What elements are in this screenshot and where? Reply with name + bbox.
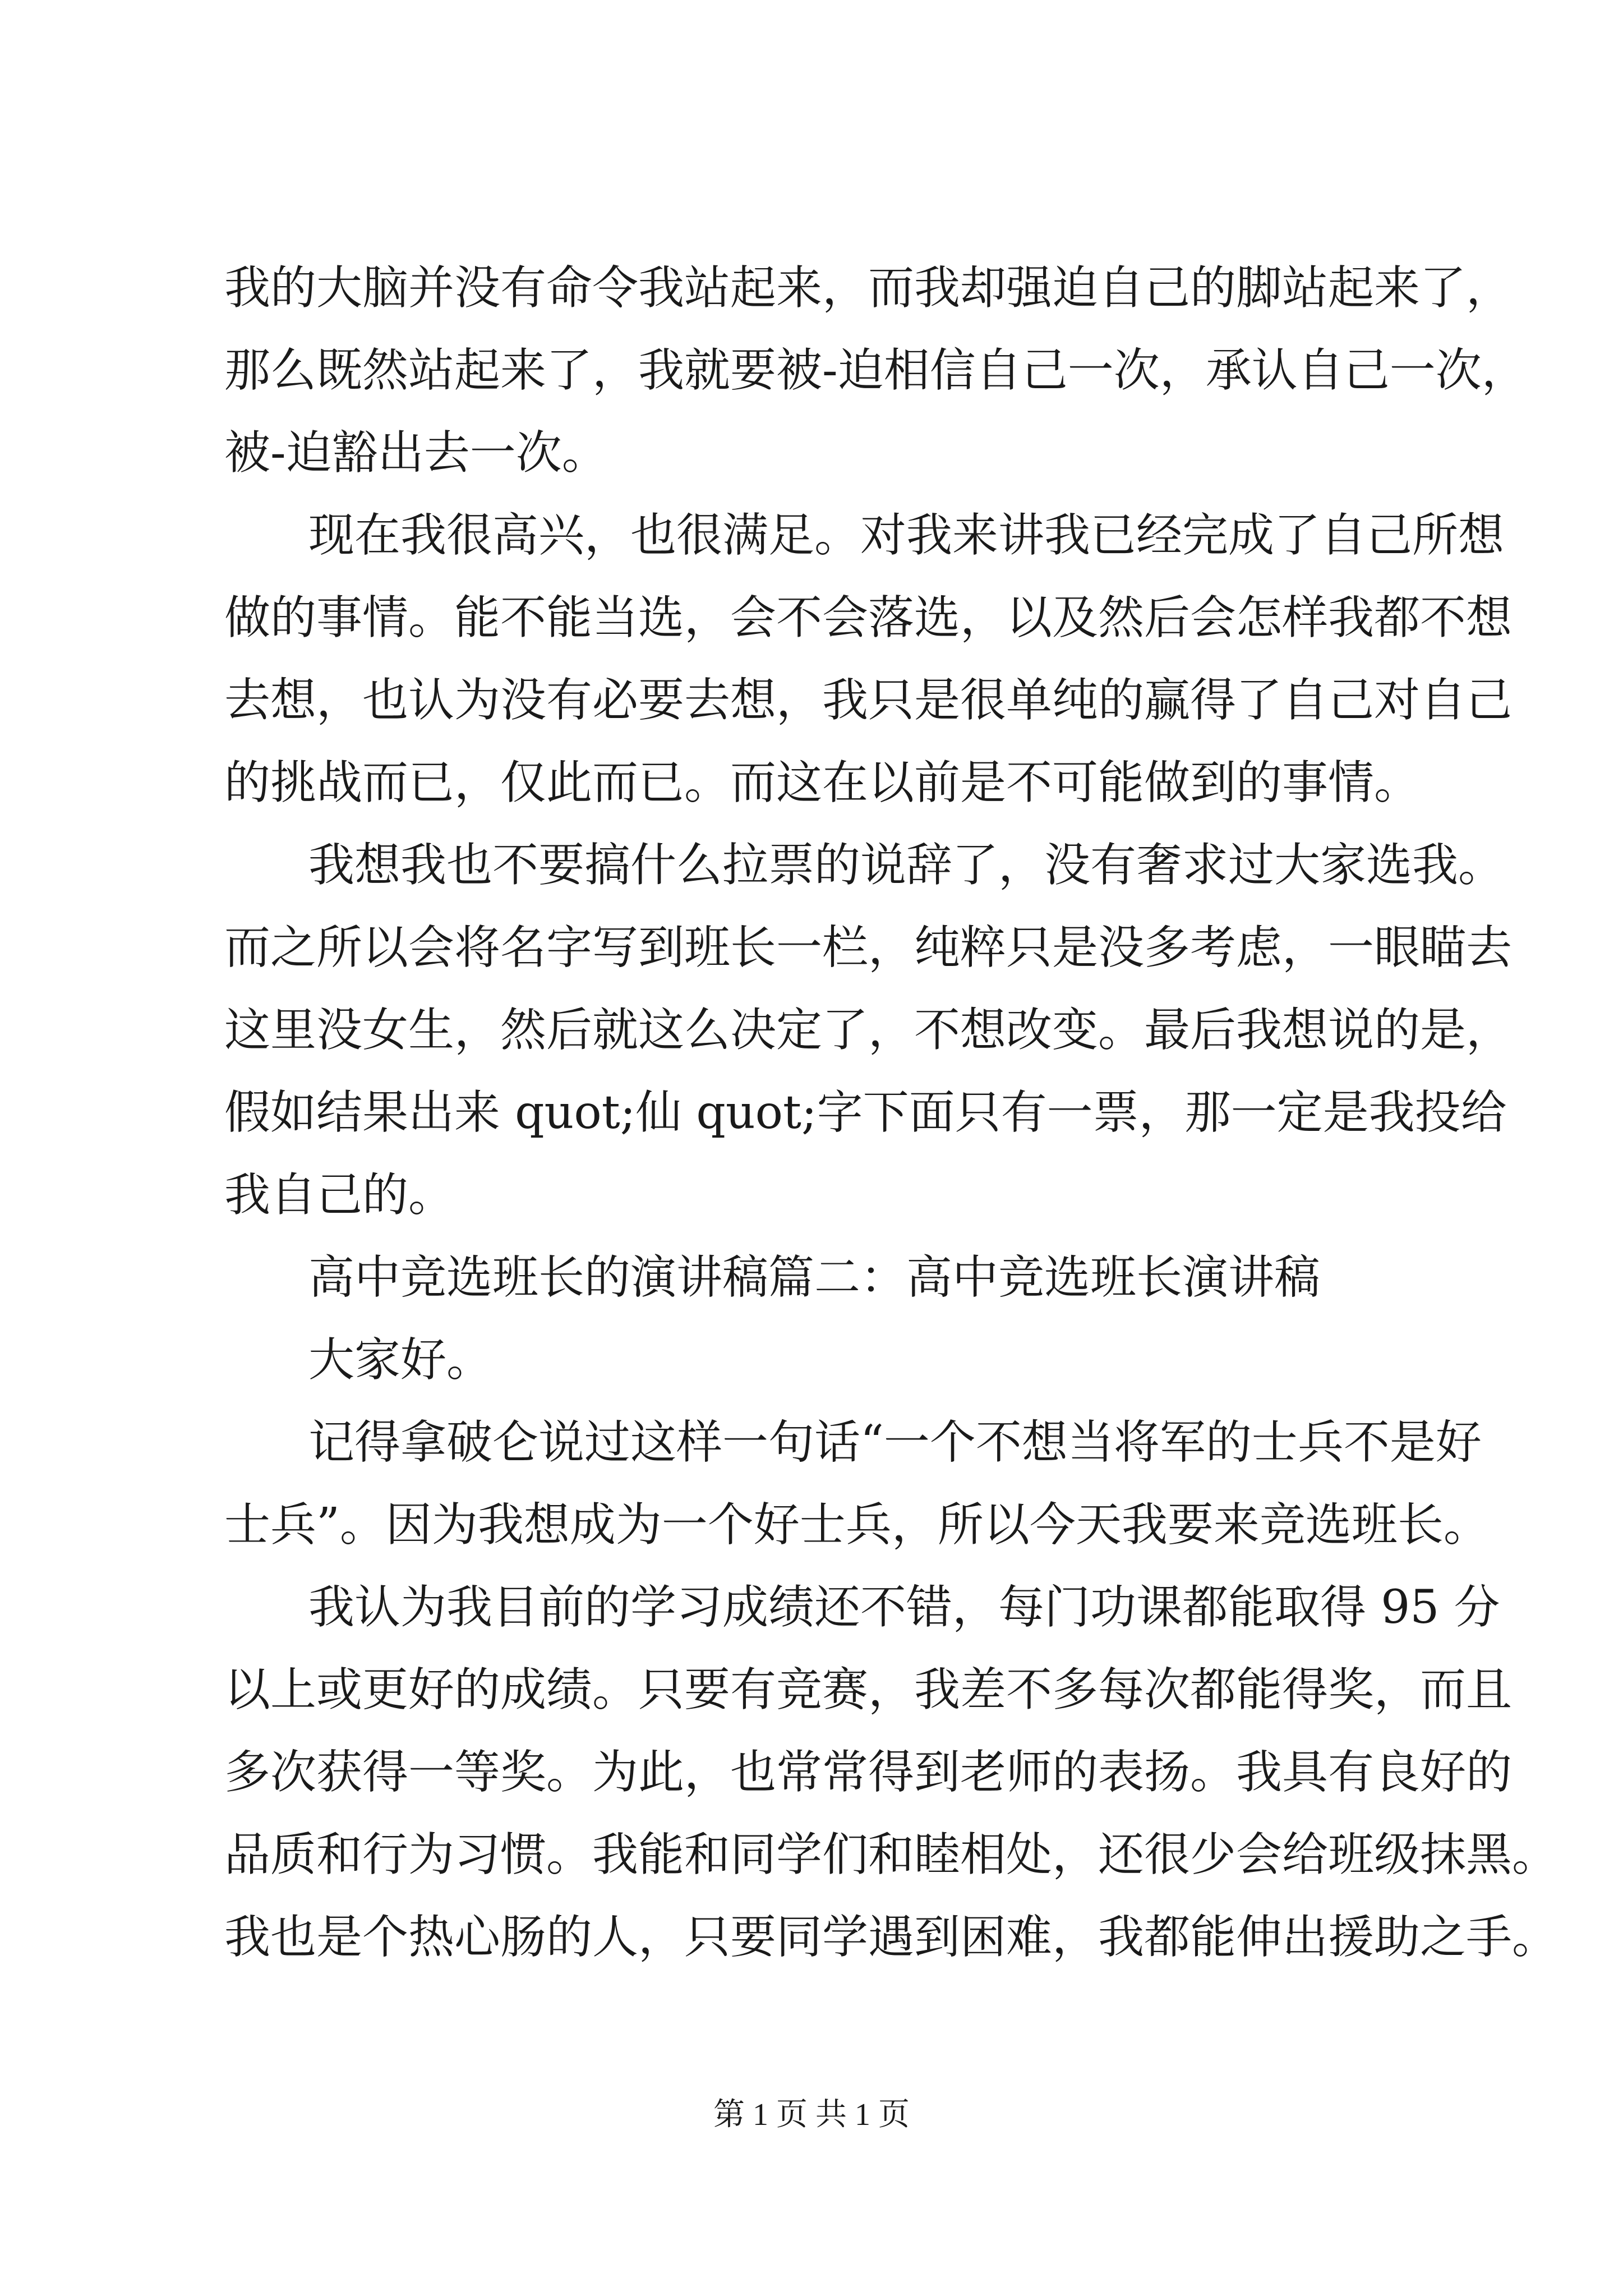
text-line: 那么既然站起来了，我就要被-迫相信自己一次，承认自己一次， <box>224 344 1528 397</box>
text-line: 被-迫豁出去一次。 <box>224 426 608 480</box>
text-line: 我认为我目前的学习成绩还不错，每门功课都能取得 95 分 <box>308 1581 1500 1634</box>
page-number-label: 第 1 页 共 1 页 <box>713 2097 910 2132</box>
text-line: 现在我很高兴，也很满足。对我来讲我已经完成了自己所想 <box>308 509 1505 562</box>
text-line: 我的大脑并没有命令我站起来，而我却强迫自己的脚站起来了， <box>224 261 1513 315</box>
text-line: 而之所以会将名字写到班长一栏，纯粹只是没多考虑，一眼瞄去 <box>224 921 1513 974</box>
text-line: 士兵”。因为我想成为一个好士兵，所以今天我要来竞选班长。 <box>224 1498 1490 1552</box>
text-line: 我也是个热心肠的人，只要同学遇到困难，我都能伸出援助之手。 <box>224 1911 1559 1964</box>
text-line: 我想我也不要搞什么拉票的说辞了，没有奢求过大家选我。 <box>308 839 1505 892</box>
greeting-line: 大家好。 <box>308 1333 493 1387</box>
text-line: 去想，也认为没有必要去想，我只是很单纯的赢得了自己对自己 <box>224 674 1513 727</box>
text-line: 这里没女生，然后就这么决定了，不想改变。最后我想说的是， <box>224 1004 1513 1057</box>
text-line: 多次获得一等奖。为此，也常常得到老师的表扬。我具有良好的 <box>224 1746 1513 1799</box>
text-line: 以上或更好的成绩。只要有竞赛，我差不多每次都能得奖，而且 <box>224 1663 1513 1717</box>
text-line: 记得拿破仑说过这样一句话“一个不想当将军的士兵不是好 <box>308 1416 1482 1469</box>
text-line: 做的事情。能不能当选，会不会落选，以及然后会怎样我都不想 <box>224 591 1513 645</box>
text-line: 我自己的。 <box>224 1168 455 1222</box>
text-line: 假如结果出来 quot;仙 quot;字下面只有一票，那一定是我投给 <box>224 1086 1507 1139</box>
section-heading: 高中竞选班长的演讲稿篇二：高中竞选班长演讲稿 <box>308 1251 1321 1304</box>
text-line: 品质和行为习惯。我能和同学们和睦相处，还很少会给班级抹黑。 <box>224 1828 1559 1881</box>
document-body <box>224 247 1559 1978</box>
page-footer <box>0 2092 1623 2137</box>
text-line: 的挑战而已，仅此而已。而这在以前是不可能做到的事情。 <box>224 756 1421 809</box>
